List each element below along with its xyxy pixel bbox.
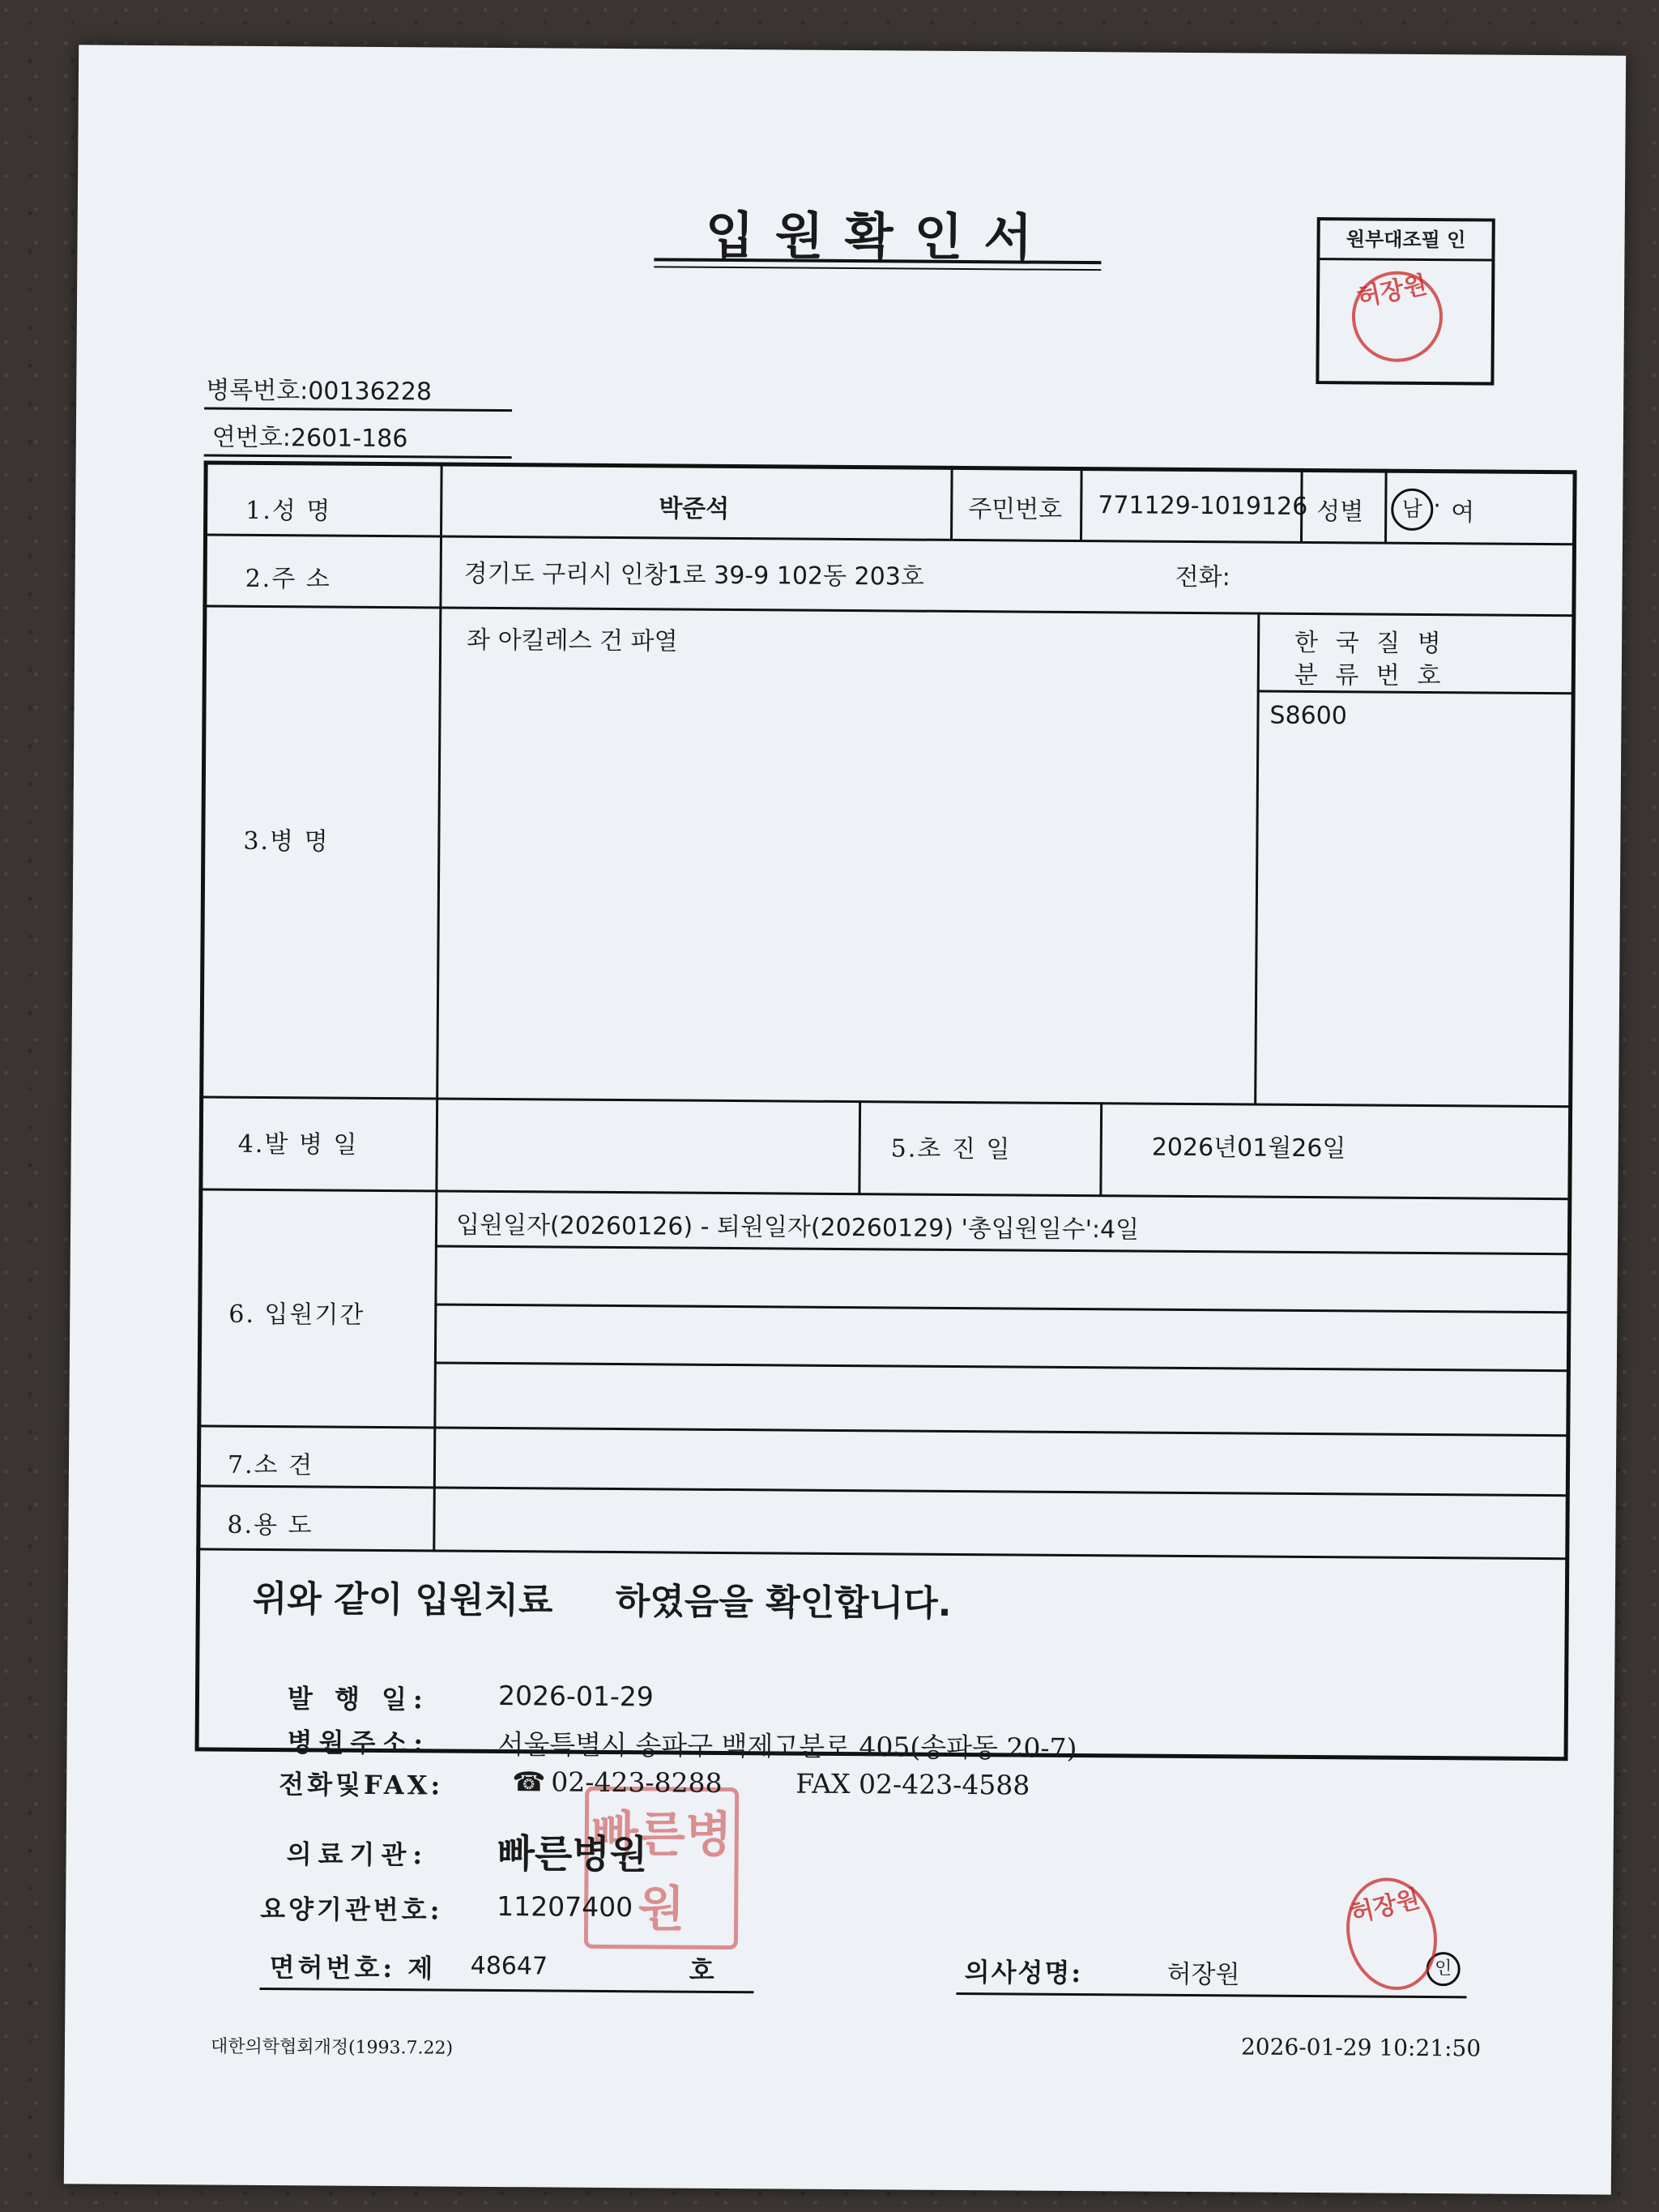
row1-divider-d (1384, 469, 1388, 544)
row1-bottom-line (203, 533, 1574, 545)
phone-icon: ☎ (512, 1766, 546, 1798)
issue-date-label: 발 행 일: (287, 1683, 429, 1715)
table-right-border (1564, 470, 1577, 1758)
serial-number-underline (204, 454, 512, 459)
hospital-seal-stamp: 빠른병원 (584, 1787, 739, 1949)
doctor-name-label: 의사성명: (964, 1957, 1083, 1989)
document-paper (64, 45, 1626, 2194)
institution-label: 의료기관: (286, 1838, 429, 1871)
license-suffix: 호 (689, 1954, 721, 1986)
row1-divider-c (1300, 468, 1303, 543)
stamp-box-header: 원부대조필 인 (1320, 220, 1491, 261)
row6-bottom-line (197, 1424, 1567, 1437)
row4-divider-b (1099, 1102, 1102, 1196)
serial-number (212, 417, 408, 455)
row4-bottom-line (198, 1188, 1569, 1200)
name-label: 1.성 명 (245, 496, 332, 526)
record-number (206, 369, 432, 407)
print-timestamp: 2026-01-29 10:21:50 (1240, 2033, 1482, 2062)
doctor-seal-stamp-bottom: 허장원 (1335, 1868, 1448, 2000)
row1-divider-a (950, 466, 953, 540)
address-value: 경기도 구리시 인창1로 39-9 102동 203호 (463, 559, 924, 591)
doctor-name-underline (956, 1992, 1466, 1998)
period-line-2 (434, 1303, 1568, 1313)
care-number-label: 요양기관번호: (260, 1893, 443, 1926)
hospital-fax: FAX 02-423-4588 (795, 1767, 1030, 1801)
resident-id-value: 771129-1019126 (1098, 491, 1308, 521)
opinion-label: 7.소 견 (227, 1450, 314, 1480)
kcd-header-line (1257, 690, 1573, 695)
doctor-seal-mark: 인 (1427, 1952, 1461, 1986)
confirmation-statement-part1: 위와 같이 입원치료 (252, 1578, 553, 1622)
row7-bottom-line (197, 1484, 1567, 1497)
record-number-underline (204, 407, 512, 412)
hospital-phone: 02-423-8288 (551, 1766, 723, 1799)
doctor-name-value: 허장원 (1166, 1959, 1240, 1990)
period-line-3 (434, 1361, 1568, 1372)
purpose-label: 8.용 도 (227, 1510, 313, 1540)
period-label: 6. 입원기간 (228, 1300, 365, 1330)
address-label: 2.주 소 (245, 564, 331, 594)
document-title: 입원확인서 (705, 205, 1054, 267)
issue-date-value: 2026-01-29 (497, 1680, 654, 1713)
table-top-border (204, 460, 1575, 474)
onset-label: 4.발 병 일 (237, 1129, 359, 1159)
serial-number-value: 2601-186 (290, 424, 408, 454)
record-number-value: 00136228 (308, 377, 433, 407)
kcd-header-line2: 분 류 번 호 (1294, 660, 1446, 691)
row8-bottom-line (196, 1548, 1567, 1560)
license-number: 48647 (470, 1951, 548, 1981)
row1-divider-b (1080, 467, 1083, 541)
period-value: 입원일자(20260126) - 퇴원일자(20260129) '총입원일수':4일 (455, 1211, 1140, 1245)
gender-label: 성별 (1316, 497, 1364, 527)
name-value: 박준석 (659, 494, 730, 523)
row3-bottom-line (199, 1095, 1570, 1108)
first-visit-label: 5.초 진 일 (890, 1134, 1012, 1164)
disease-value: 좌 아킬레스 건 파열 (466, 626, 678, 656)
gender-male-selected: 남 (1391, 489, 1433, 531)
phone-label: 전화: (1175, 562, 1230, 592)
first-visit-value: 2026년01월26일 (1151, 1133, 1346, 1164)
record-number-label: 병록번호: (206, 376, 309, 406)
care-number-value: 11207400 (497, 1890, 633, 1924)
label-column-divider (433, 462, 442, 1552)
doctor-seal-stamp: 허장원 (1344, 263, 1451, 370)
disease-label: 3.병 명 (243, 826, 330, 856)
hospital-address-value: 서울특별시 송파구 백제고분로 405(송파동 20-7) (497, 1728, 1077, 1765)
period-line-1 (435, 1245, 1569, 1255)
institution-name: 빠른병원 (497, 1831, 648, 1878)
gender-female: 여 (1451, 498, 1475, 527)
license-underline (259, 1988, 753, 1993)
row2-bottom-line (203, 604, 1573, 617)
kcd-header-line1: 한 국 질 병 (1294, 628, 1446, 659)
resident-id-label: 주민번호 (968, 495, 1063, 524)
association-revision-note: 대한의학협회개정(1993.7.22) (210, 2036, 454, 2059)
kcd-code-value: S8600 (1269, 701, 1348, 731)
license-label: 면허번호: 제 (269, 1952, 437, 1984)
table-left-border (195, 460, 208, 1749)
confirmation-statement-part2: 하였음을 확인합니다. (615, 1581, 952, 1625)
serial-number-label: 연번호: (211, 423, 292, 453)
row4-divider-a (858, 1100, 861, 1194)
phone-fax-label: 전화및FAX: (279, 1769, 444, 1801)
verification-stamp-box (1316, 217, 1495, 386)
hospital-address-label: 병원주소: (287, 1727, 430, 1759)
gender-separator: · (1433, 492, 1441, 521)
kcd-column-divider (1254, 613, 1260, 1105)
